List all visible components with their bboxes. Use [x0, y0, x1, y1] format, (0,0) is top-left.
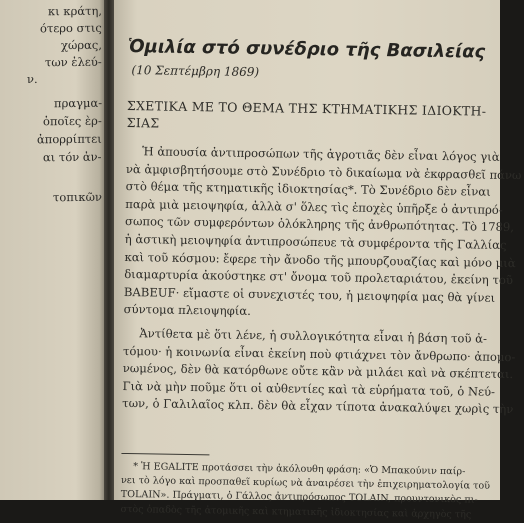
text-line: σύντομα πλειοψηφία.	[123, 302, 251, 319]
left-page-fragment: κι κράτη,	[47, 3, 103, 19]
text-line: νὰ ἀμφισβητήσουμε στὸ Συνέδριο τὸ δικαίωμα νὰ ἐκφρασθεῖ πάνω	[125, 161, 522, 182]
right-page	[114, 0, 522, 520]
left-page	[0, 0, 108, 500]
text-line: παρὰ μιὰ μειοψηφία, ἀλλὰ σ' ὅλες τὶς ἐποχὲς ὑπῆρξε ὁ ἀντιπρό-	[125, 196, 503, 217]
section-heading	[127, 97, 493, 137]
paragraph-1	[123, 143, 522, 325]
left-page-fragment: ὁποῖες ὲρ-	[43, 113, 103, 129]
footnote-divider	[121, 453, 209, 455]
text-line: στὸ θέμα τῆς κτηματικῆς ἰδιοκτησίας*. Τὸ Συνέδριο δὲν εἶναι	[125, 179, 491, 199]
text-line: διαμαρτυρία ἀκούστηκε στ' ὄνομα τοῦ προλεταριάτου, ἐκείνη τοῦ	[124, 267, 514, 288]
left-page-fragment: ν.	[27, 71, 39, 87]
footnote-line: νει τὸ λόγο καὶ προσπαθεῖ κυρίως νὰ ἀναιρέσει τὴν ἐπιχειρηματολογία τοῦ	[120, 475, 491, 492]
text-line: ἡ ἀστικὴ μειοψηφία ἀντιπροσώπευε τὰ συμφέροντα τῆς Γαλλίας	[124, 231, 507, 252]
left-page-fragment: ἀπορρίπτει	[37, 131, 103, 147]
text-line: BABEUF· εἴμαστε οἱ συνεχιστές του, ἡ μειοψηφία μας θὰ γίνει	[123, 284, 496, 305]
text-line: των, ὁ Γαλιλαῖος κλπ. δὲν θὰ εἶχαν τίποτα ἀνακαλύψει χωρὶς τὴν	[122, 396, 514, 417]
text-line: καὶ τοῦ κόσμου: ἔφερε τὴν ἄνοδο τῆς μπουρζουαζίας καὶ μόνο μιὰ	[124, 249, 516, 270]
left-page-fragment: πραγμα-	[53, 95, 103, 111]
footnote-line: * Ἡ EGALITE προτάσσει τὴν ἀκόλουθη φράση: «Ὁ Μπακούνιν παίρ-	[133, 461, 466, 478]
page-title: Ὁμιλία στό συνέδριο τῆς Βασιλείας	[127, 36, 486, 63]
text-line: νωμένος, δὲν θὰ κατόρθωνε οὔτε κἂν νὰ μιλάει καὶ νὰ σκέπτεται.	[122, 361, 514, 382]
footnote-line: στὸς ὀπαδὸς τῆς ἀτομικῆς καὶ κτηματικῆς ἰδιοκτησίας καὶ ἀρχηγὸς τῆς	[120, 503, 472, 520]
left-page-fragment: των ἐλεύ-	[45, 54, 103, 70]
paragraph-2	[122, 325, 516, 419]
text-line: Γιὰ νὰ μὴν ποῦμε ὅτι οἱ αὐθεντίες καὶ τὰ εὑρήματα τοῦ, ὁ Νεύ-	[122, 378, 496, 399]
left-page-fragment: ότερο στις	[40, 20, 103, 36]
footnote-line: TOLAIN». Πράγματι, ὁ Γάλλος ἀντιπρόσωπος TOLAIN, προυντονικὸς πι-	[120, 489, 478, 506]
text-line: Ἡ ἀπουσία ἀντιπροσώπων τῆς ἀγροτιᾶς δὲν εἶναι λόγος γιὰ	[142, 144, 500, 164]
text-line: σωπος τῶν συμφερόντων ὁλόκληρης τῆς ἀνθρωπότητας. Τὸ 1789,	[124, 214, 515, 235]
section-heading-line: ΣΙΑΣ	[126, 114, 160, 131]
page-content	[120, 36, 522, 522]
section-heading-line: ΣΧΕΤΙΚΑ ΜΕ ΤΟ ΘΕΜΑ ΤΗΣ ΚΤΗΜΑΤΙΚΗΣ ΙΔΙΟΚΤΗ-	[126, 97, 487, 119]
left-page-fragment: αι τόν ἀν-	[43, 149, 103, 165]
left-page-fragment: τοπικῶν	[53, 189, 103, 205]
footnote	[120, 460, 491, 523]
speech-date: (10 Σεπτέμβρη 1869)	[131, 63, 260, 80]
text-line: Ἀντίθετα μὲ ὅτι λένε, ἡ συλλογικότητα εἶναι ἡ βάση τοῦ ἀ-	[139, 326, 488, 346]
left-page-fragment: χώρας,	[60, 37, 103, 53]
text-line: τόμου· ἡ κοινωνία εἶναι ἐκείνη ποὺ φτιάχνει τὸν ἄνθρωπο· ἀπομο-	[122, 343, 516, 364]
